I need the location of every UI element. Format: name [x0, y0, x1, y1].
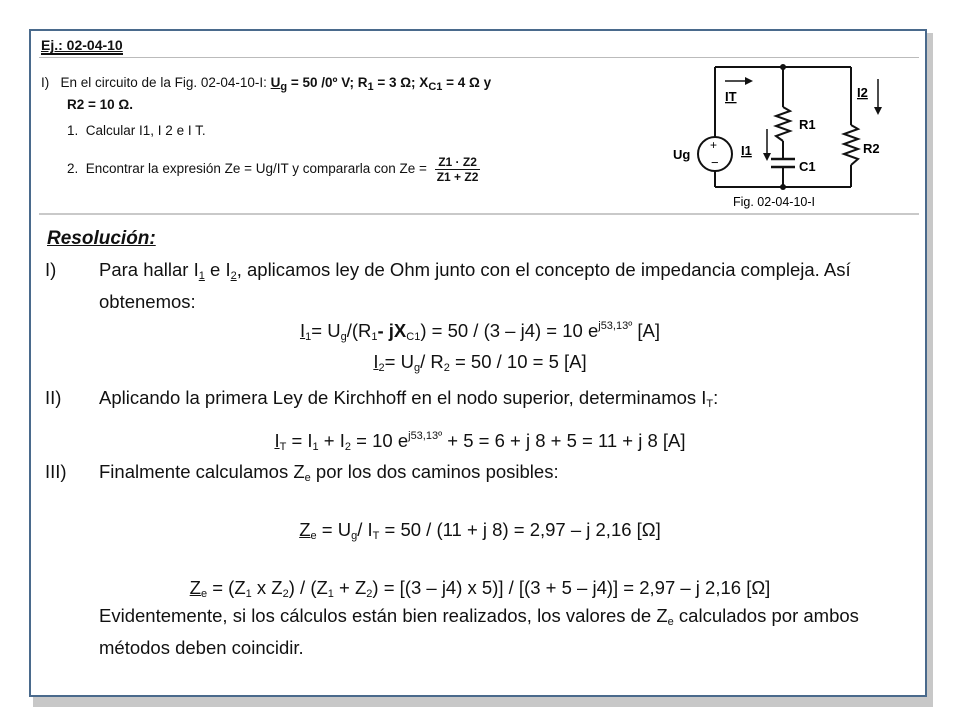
- step-ii: II) Aplicando la primera Ley de Kirchhoff en el nodo superior, determinamos $I_T$:: [45, 385, 905, 417]
- i1-arrowhead-icon: [763, 153, 771, 161]
- bottom-node: [780, 184, 786, 190]
- resistor-r2-icon: [844, 125, 858, 165]
- impedance-fraction: $\frac{Z1 \cdot Z2}{Z1 + Z2}$: [436, 155, 479, 184]
- step-i: I) Para hallar $I_1$ e $I_2$, aplicamos ley de Ohm junto con el concepto de impedancia compleja. Así obtenemos:: [45, 257, 905, 315]
- step-ii-text: Aplicando la primera Ley de Kirchhoff en el nodo superior, determinamos $I_T$:: [99, 387, 719, 410]
- question-1: 1. Calcular I1, I 2 e I T.: [67, 123, 206, 138]
- equation-ze-1: $Z_e = U_g/$ $I_T = 50 / (11 + j$ 8) = 2,97 – j 2,16 [Ω]: [299, 519, 661, 542]
- top-node: [780, 64, 786, 70]
- r1-label: R1: [799, 117, 816, 132]
- step-iii-text: Finalmente calculamos $Z_e$ por los dos caminos posibles:: [99, 461, 559, 484]
- equation-it: $I_T = I_1 + I_2 = 10$ $e^{j53,13º} + 5 = 6 + j$ 8 + 5 = 11 + j 8 [A]: [274, 430, 686, 453]
- statement-line-1: I) En el circuito de la Fig. 02-04-10-I: $U_g = 50$ /0º V; $R_1 = 3$ Ω; $X_{C1} = 4$ Ω y: [41, 75, 492, 93]
- i2-arrowhead-icon: [874, 107, 882, 115]
- step-i-text: Para hallar $I_1$ e $I_2$, aplicamos ley de Ohm junto con el concepto de impedancia compleja. Así obtenemos:: [99, 259, 851, 312]
- resolution-title: Resolución:: [47, 228, 156, 249]
- equation-ze-2: $Z_e = (Z_1$ x $Z_2) / (Z_1 + Z_2) = [(3 - j4)$ x 5)] / [(3 + 5 – j4)] = 2,97 – j 2,16 [Ω]: [189, 577, 771, 600]
- i1-label: I1: [741, 143, 752, 158]
- source-plus: +: [710, 138, 718, 152]
- exercise-title: Ej.: 02-04-10: [41, 37, 123, 53]
- question-2: 2. Encontrar la expresión Ze = Ug/IT y compararla con Ze = $\frac{Z1 \cdot Z2}{Z1 + Z2}$: [67, 155, 479, 184]
- it-label: IT: [725, 89, 737, 104]
- statement-line-2: R2 = 10 Ω.: [67, 97, 133, 112]
- i2-label: I2: [857, 85, 868, 100]
- source-label: Ug: [673, 147, 691, 162]
- slide-frame: [29, 29, 927, 697]
- conclusion-paragraph: Evidentemente, si los cálculos están bien realizados, los valores de $Z_e$ calculados por ambos métodos deben coincidir.: [99, 605, 859, 658]
- c1-label: C1: [799, 159, 816, 174]
- equation-i2: $I_2= U_g/$ $R_2 = 50 / 10 = 5$ [A]: [373, 351, 587, 374]
- figure-caption: Fig. 02-04-10-I: [733, 195, 815, 209]
- resistor-r1-icon: [776, 107, 790, 141]
- step-iii: III) Finalmente calculamos $Z_e$ por los dos caminos posibles:: [45, 459, 905, 491]
- equation-i1: $I_1= U_g/(R_1-$ $jX_{C1}) = 50 / (3 - j4) = 10$ $e^{j53,13º}$ [A]: [299, 320, 661, 343]
- header-bottom-rule: [39, 213, 919, 215]
- header-rule: [39, 57, 919, 58]
- circuit-diagram: [663, 59, 893, 209]
- r2-label: R2: [863, 141, 880, 156]
- source-minus: −: [711, 155, 719, 170]
- it-arrowhead-icon: [745, 77, 753, 85]
